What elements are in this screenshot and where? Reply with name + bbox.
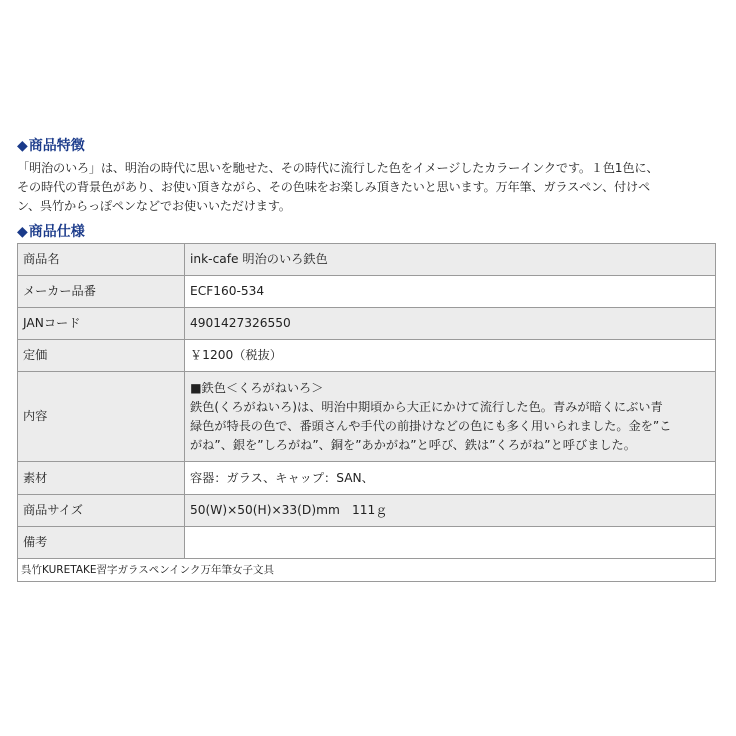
features-heading <box>17 135 717 157</box>
features-title: 商品特徴 <box>28 138 85 154</box>
spec-row-price <box>18 340 716 372</box>
spec-key: 備考 <box>18 527 185 559</box>
spec-row-jan <box>18 308 716 340</box>
features-line: ン、呉竹からっぽペンなどでお使いいただけます。 <box>17 199 291 213</box>
contents-line: がね”、銀を”しろがね”、銅を”あかがね”と呼び、鉄は”くろがね”と呼びました。 <box>190 437 636 452</box>
contents-line: ■鉄色＜くろがねいろ＞ <box>190 380 324 395</box>
spec-key: 商品名 <box>18 244 185 276</box>
spec-heading <box>17 221 717 243</box>
spec-value: 容器：ガラス、キャップ：SAN、 <box>185 462 716 495</box>
spec-key: 商品サイズ <box>18 495 185 527</box>
spec-value <box>185 372 716 462</box>
spec-key: 定価 <box>18 340 185 372</box>
spec-value: ￥1200（税抜） <box>185 340 716 372</box>
features-line: 「明治のいろ」は、明治の時代に思いを馳せた、その時代に流行した色をイメージしたカラーインクです。１色1色に、 <box>17 161 659 175</box>
spec-row-notes <box>18 527 716 559</box>
spec-value <box>185 527 716 559</box>
spec-key: メーカー品番 <box>18 276 185 308</box>
features-description <box>17 159 717 216</box>
spec-row-material <box>18 462 716 495</box>
spec-value: ECF160-534 <box>185 276 716 308</box>
spec-key: 内容 <box>18 372 185 462</box>
spec-value: 50(W)×50(H)×33(D)mm 111ｇ <box>185 495 716 527</box>
spec-value: ink-cafe 明治のいろ鉄色 <box>185 244 716 276</box>
spec-key: 素材 <box>18 462 185 495</box>
features-line: その時代の背景色があり、お使い頂きながら、その色味をお楽しみ頂きたいと思います。万年筆、ガラスペン、付けペ <box>17 180 651 194</box>
spec-title: 商品仕様 <box>28 224 85 240</box>
spec-row-size <box>18 495 716 527</box>
spec-table <box>17 243 716 559</box>
product-info <box>17 135 717 582</box>
spec-row-model <box>18 276 716 308</box>
diamond-icon: ◆ <box>17 224 28 240</box>
spec-footer: 呉竹KURETAKE習字ガラスペンインク万年筆女子文具 <box>17 559 716 582</box>
spec-row-name <box>18 244 716 276</box>
spec-value: 4901427326550 <box>185 308 716 340</box>
contents-line: 緑色が特長の色で、番頭さんや手代の前掛けなどの色にも多く用いられました。金を”こ <box>190 418 672 433</box>
spec-row-contents <box>18 372 716 462</box>
diamond-icon: ◆ <box>17 138 28 154</box>
spec-key: JANコード <box>18 308 185 340</box>
contents-line: 鉄色(くろがねいろ)は、明治中期頃から大正にかけて流行した色。青みが暗くにぶい青 <box>190 399 663 414</box>
